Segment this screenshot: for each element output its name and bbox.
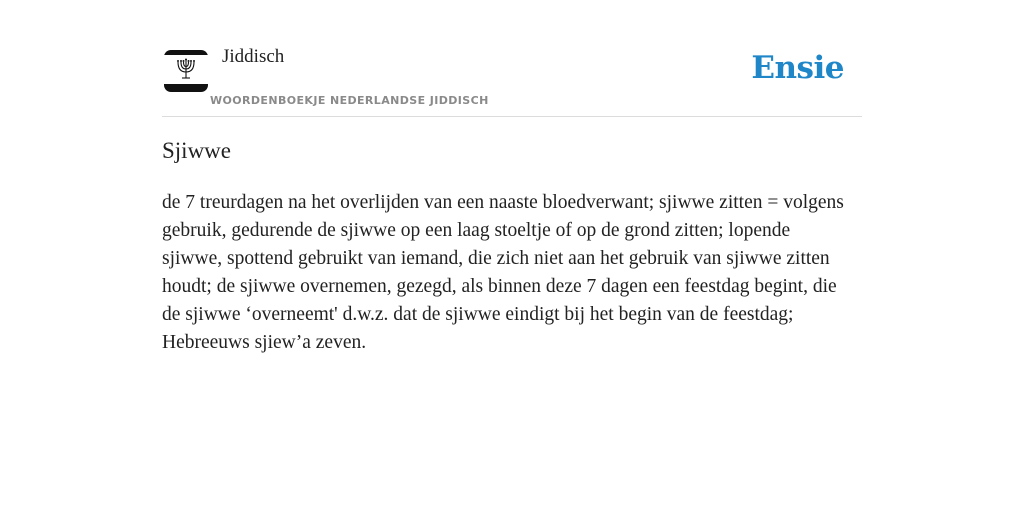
brand-logo-link[interactable]: Ensie [751,50,844,86]
menorah-icon[interactable] [164,50,208,92]
dictionary-subtitle: WOORDENBOEKJE NEDERLANDSE JIDDISCH [210,94,489,107]
entry-definition: de 7 treurdagen na het overlijden van een naaste bloedverwant; sjiwwe zitten = volgens gebruik, gedurende de sjiwwe op een laag stoeltje of op de grond zitten; lopende sjiwwe, spottend gebruikt van iemand, die zich niet aan het gebruik van sjiwwe zitten houdt; de sjiwwe overnemen, gezegd, als binnen deze 7 dagen een feestdag begint, die de sjiwwe ‘overneemt' d.w.z. dat de sjiwwe eindigt bij het begin van de feestdag; Hebreeuws sjiew’a zeven. [162,192,844,353]
entry-term: Sjiwwe [162,138,231,163]
dictionary-name[interactable]: Jiddisch [222,46,285,67]
entry-content [162,138,852,357]
dictionary-header [162,40,862,117]
